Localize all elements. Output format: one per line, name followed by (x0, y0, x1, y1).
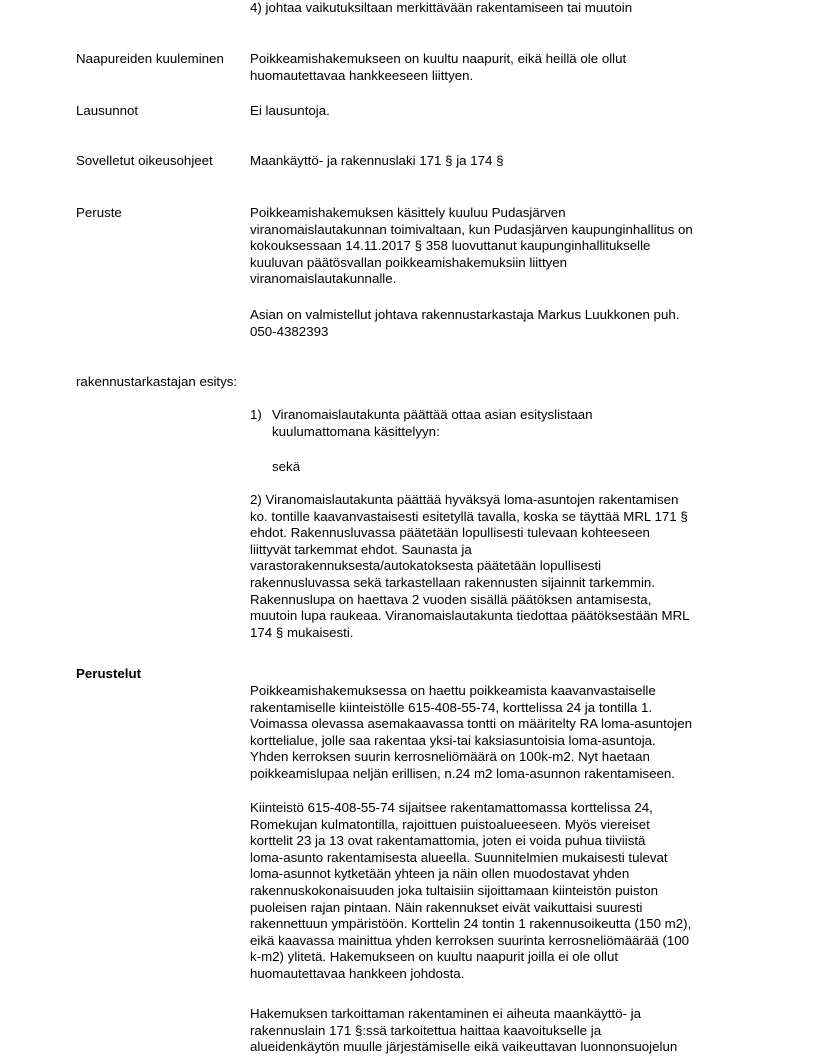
text-line: korttelit 23 ja 13 ovat rakentamattomia, joten ei voida puhua tiiviistä (250, 833, 646, 849)
text-line: Voimassa olevassa asemakaavassa tontti on määritelty RA loma-asuntojen (250, 716, 692, 732)
text-line: rakennusluvassa sekä tarkastellaan rakennusten sijainnit tarkemmin. (250, 574, 656, 590)
text-line: huomautettavaa hankkeeseen liittyen. (250, 67, 474, 83)
seka-text: sekä (272, 459, 301, 474)
text-line: alueidenkäytön muulle järjestämiselle eikä vaikeuttavan luonnonsuojelun (250, 1039, 678, 1055)
perustelut-paragraph-1 (250, 683, 750, 783)
perustelut-heading: Perustelut (76, 666, 142, 681)
text-line: Rakennuslupa on haettava 2 vuoden sisällä päätöksen antamisesta, (250, 591, 652, 607)
oikeusohjeet-text: Maankäyttö- ja rakennuslaki 171 § ja 174 § (250, 153, 504, 168)
top-continuation-line: 4) johtaa vaikutuksiltaan merkittävään rakentamiseen tai muutoin (250, 0, 633, 15)
text-line: rakennettuun ympäristöön. Korttelin 24 tontin 1 rakennusoikeutta (150 m2), (250, 916, 692, 932)
text-line: viranomaislautakunnalle. (250, 271, 397, 287)
text-line: 2) Viranomaislautakunta päättää hyväksyä loma-asuntojen rakentamisen (250, 492, 679, 507)
lausunnot-text: Ei lausuntoja. (250, 103, 330, 118)
text-line: eikä kaavassa mainittua yhden kerroksen suurinta kerrosneliömäärää (100 (250, 932, 690, 948)
text-line: loma-asunnot kytketään yhteen ja näin ollen muodostavat yhden (250, 866, 630, 882)
text-line: liittyvät tarkemmat ehdot. Saunasta ja (250, 541, 472, 557)
text-line: rakentamiselle kiinteistölle 615-408-55-74, korttelissa 24 ja tontilla 1. (250, 699, 653, 715)
text-line: Kiinteistö 615-408-55-74 sijaitsee rakentamattomassa korttelissa 24, (250, 800, 653, 815)
text-line: kuuluvan päätösvallan poikkeamishakemuksiin liittyen (250, 254, 568, 270)
lausunnot-label: Lausunnot (76, 103, 139, 118)
naapurit-text (250, 51, 750, 84)
text-line: k-m2) ylitetä. Hakemukseen on kuultu naapurit joilla ei ole ollut (250, 949, 619, 965)
oikeusohjeet-label: Sovelletut oikeusohjeet (76, 153, 213, 168)
text-line: poikkeamislupaa neljän erillisen, n.24 m2 loma-asunnon rakentamiseen. (250, 765, 676, 781)
text-line: Romekujan kulmatontilla, rajoittuen puistoalueeseen. Myös viereiset (250, 816, 650, 832)
text-line: kokouksessaan 14.11.2017 § 358 luovuttanut kaupunginhallitukselle (250, 238, 651, 254)
text-line: Poikkeamishakemukseen on kuultu naapurit, eikä heillä ole ollut (250, 51, 627, 66)
text-line: Viranomaislautakunta päättää ottaa asian esityslistaan (272, 407, 593, 422)
text-line: muutoin lupa raukeaa. Viranomaislautakunta tiedottaa päätöksestään MRL (250, 608, 690, 624)
text-line: Hakemuksen tarkoittaman rakentaminen ei aiheuta maankäyttö- ja (250, 1006, 641, 1021)
item-number: 1) (250, 407, 262, 422)
esitys-item-2 (250, 492, 750, 641)
peruste-label: Peruste (76, 205, 122, 220)
text-line: kuulumattomana käsittelyyn: (272, 423, 440, 439)
text-line: 174 § mukaisesti. (250, 624, 354, 640)
text-line: ko. tontille kaavanvastaisesti esitetyllä tavalla, koska se täyttää MRL 171 § (250, 508, 688, 524)
text-line: Yhden kerroksen suurin kerrosneliömäärä on 100k-m2. Nyt haetaan (250, 749, 650, 765)
peruste-paragraph-1 (250, 205, 750, 288)
peruste-paragraph-2 (250, 307, 750, 340)
text-line: Asian on valmistellut johtava rakennustarkastaja Markus Luukkonen puh. (250, 307, 680, 322)
text-line: Poikkeamishakemuksen käsittely kuuluu Pudasjärven (250, 205, 566, 220)
text-line: varastorakennuksesta/autokatoksesta päätetään lopullisesti (250, 558, 602, 574)
text-line: viranomaislautakunnan toimivaltaan, kun Pudasjärven kaupunginhallitus on (250, 221, 693, 237)
text-line: korttelialue, jolle saa rakentaa yksi-tai kaksiasuntoisia loma-asuntoja. (250, 732, 656, 748)
text-line: 050-4382393 (250, 323, 329, 339)
perustelut-paragraph-2 (250, 800, 750, 983)
text-line: rakennuskokonaisuuden joka tultaisiin sijoittamaan kiinteistön puiston (250, 882, 659, 898)
text-line: loma-asunto rakentamisesta alueella. Suunnitelmien mukaisesti tulevat (250, 849, 668, 865)
text-line: huomautettavaa hankkeen johdosta. (250, 965, 465, 981)
text-line: ehdot. Rakennusluvassa päätetään lopullisesti tulevaan kohteeseen (250, 525, 650, 541)
perustelut-paragraph-3 (250, 1006, 750, 1056)
naapurit-label: Naapureiden kuuleminen (76, 51, 224, 66)
text-line: puoleisen rajan pintaan. Näin rakennukset eivät vaikuttaisi suuresti (250, 899, 643, 915)
text-line: rakennuslain 171 §:ssä tarkoitettua haittaa kaavoitukselle ja (250, 1022, 602, 1038)
esitys-item-1 (250, 407, 750, 441)
text-line: Poikkeamishakemuksessa on haettu poikkeamista kaavanvastaiselle (250, 683, 656, 698)
esitys-heading: rakennustarkastajan esitys: (76, 374, 238, 389)
